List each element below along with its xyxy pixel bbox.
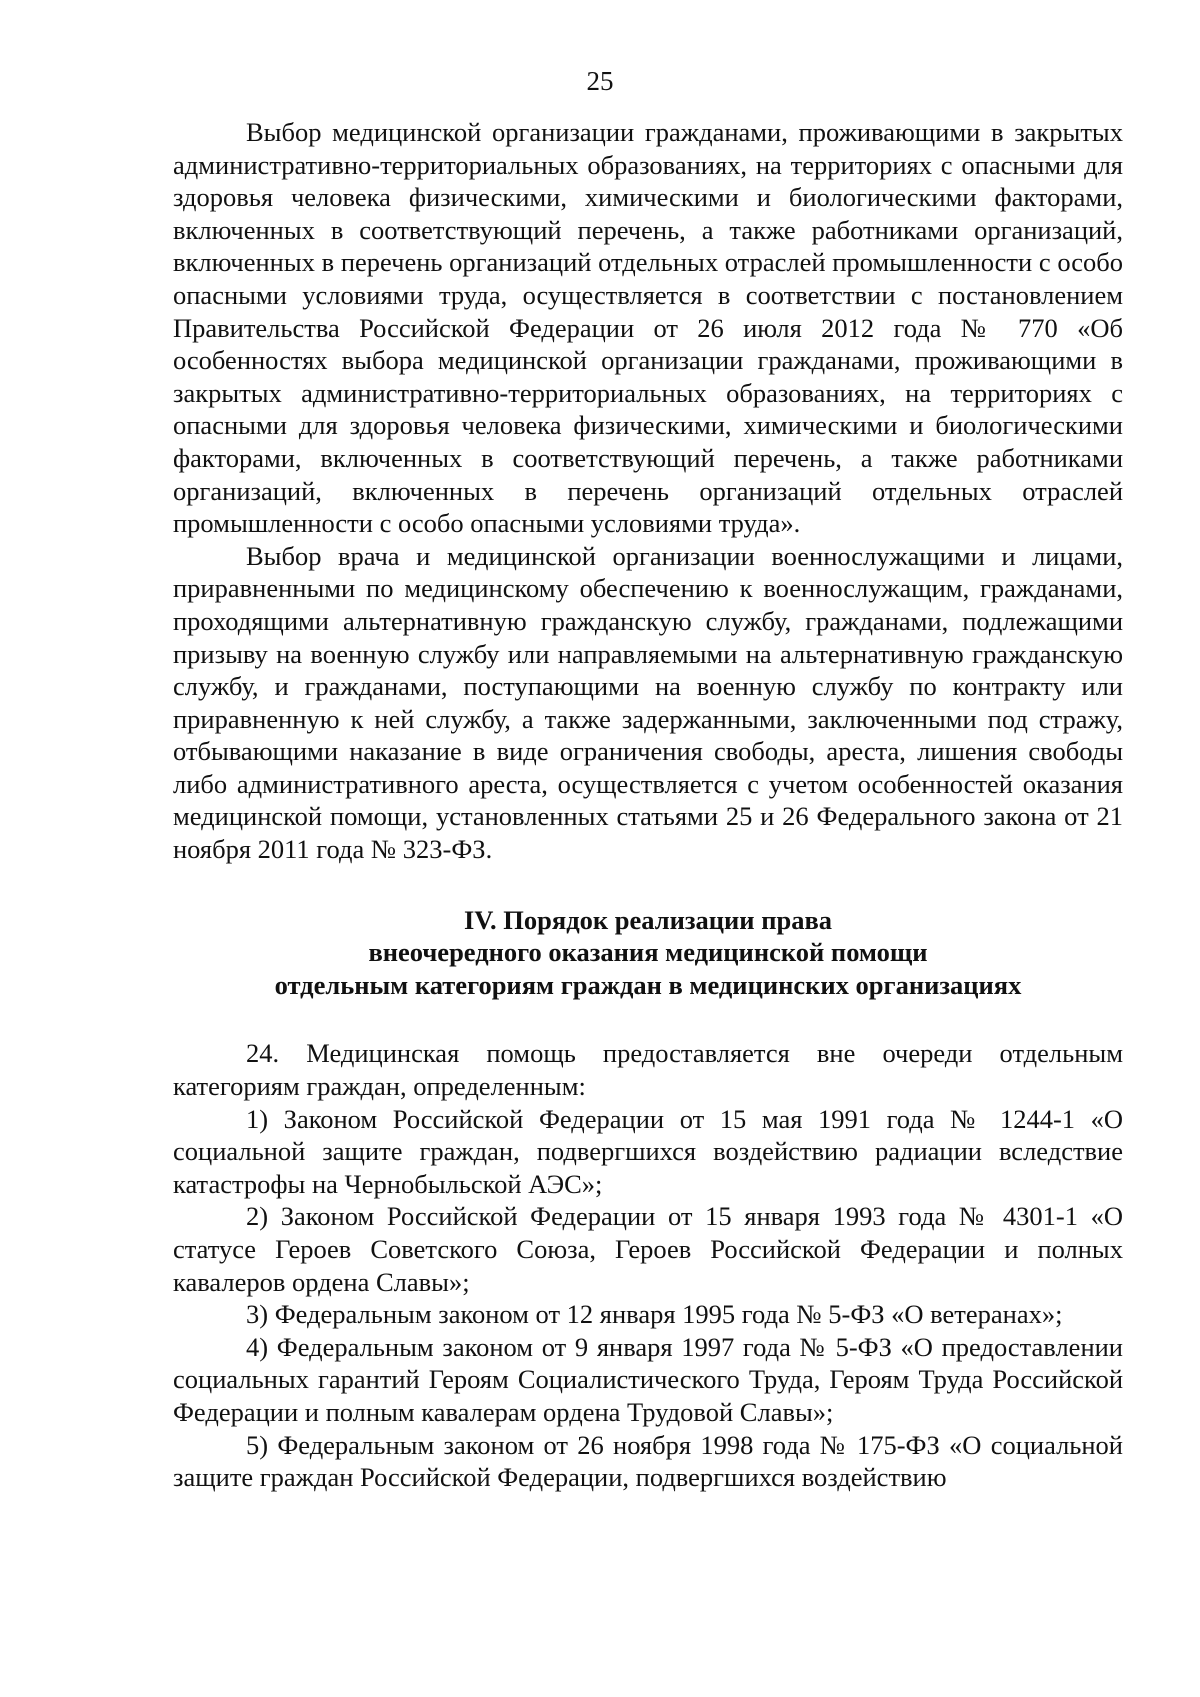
- section-heading-line-3: отдельным категориям граждан в медицинских организациях: [274, 969, 1022, 1000]
- list-item-4: 4) Федеральным законом от 9 января 1997 года № 5-ФЗ «О предоставлении социальных гарантий Героям Социалистического Труда, Героям Труда Российской Федерации и полным кавалерам ордена Трудовой Славы»;: [173, 1331, 1123, 1427]
- paragraph-closed-territories: Выбор медицинской организации гражданами, проживающими в закрытых административно-территориальных образованиях, на территориях с опасными для здоровья человека физическими, химическими и биологическими факторами, включенных в соответствующий перечень, а также работниками организаций, включенных в перечень организаций отдельных отраслей промышленности с особо опасными условиями труда, осуществляется в соответствии с постановлением Правительства Российской Федерации от 26 июля 2012 года № 770 «Об особенностях выбора медицинской организации гражданами, проживающими в закрытых административно-территориальных образованиях, на территориях с опасными для здоровья человека физическими, химическими и биологическими факторами, включенных в соответствующий перечень, а также работниками организаций, включенных в перечень организаций отдельных отраслей промышленности с особо опасными условиями труда».: [173, 117, 1123, 539]
- list-item-5: 5) Федеральным законом от 26 ноября 1998 года № 175-ФЗ «О социальной защите граждан Российской Федерации, подвергшихся воздействию: [173, 1429, 1123, 1493]
- section-heading: [173, 904, 1123, 1002]
- list-item-3: 3) Федеральным законом от 12 января 1995 года № 5-ФЗ «О ветеранах»;: [246, 1299, 1063, 1330]
- paragraph-military-choice: Выбор врача и медицинской организации военнослужащими и лицами, приравненными по медицинскому обеспечению к военнослужащим, гражданами, проходящими альтернативную гражданскую службу, гражданами, подлежащими призыву на военную службу или направляемыми на альтернативную гражданскую службу, и гражданами, поступающими на военную службу по контракту или приравненную к ней службу, а также задержанными, заключенными под стражу, отбывающими наказание в виде ограничения свободы, ареста, лишения свободы либо административного ареста, осуществляется с учетом особенностей оказания медицинской помощи, установленных статьями 25 и 26 Федерального закона от 21 ноября 2011 года № 323-ФЗ.: [173, 540, 1123, 865]
- section-heading-line-2: внеочередного оказания медицинской помощи: [368, 937, 928, 968]
- list-item-2: 2) Законом Российской Федерации от 15 января 1993 года № 4301-1 «О статусе Героев Советского Союза, Героев Российской Федерации и полных кавалеров ордена Славы»;: [173, 1201, 1123, 1297]
- list-item-1: 1) Законом Российской Федерации от 15 мая 1991 года № 1244-1 «О социальной защите граждан, подвергшихся воздействию радиации вследствие катастрофы на Чернобыльской АЭС»;: [173, 1103, 1123, 1199]
- section-heading-line-1: IV. Порядок реализации права: [463, 904, 833, 935]
- paragraph-item-24: 24. Медицинская помощь предоставляется вне очереди отдельным категориям граждан, определенным:: [173, 1038, 1123, 1102]
- document-body: [173, 116, 1123, 1494]
- page-number: 25: [586, 66, 614, 96]
